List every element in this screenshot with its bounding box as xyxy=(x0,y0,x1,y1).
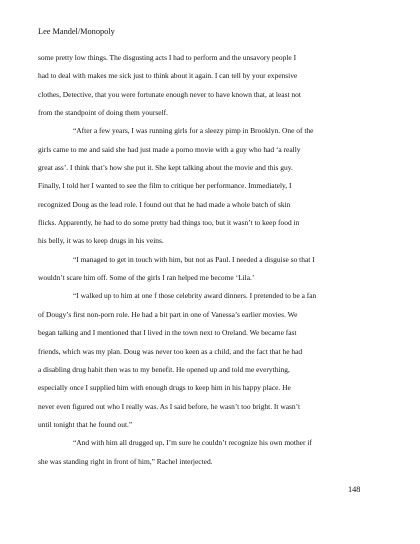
page-number: 148 xyxy=(348,485,361,494)
text-line: Finally, I told her I wanted to see the film to critique her performance. Immediately, I xyxy=(38,181,292,191)
text-line: had to deal with makes me sick just to think about it again. I can tell by your expensive xyxy=(38,71,298,81)
text-line: until tonight that he found out.” xyxy=(38,419,133,429)
text-line: never even figured out who I really was. As I said before, he wasn’t too bright. It wasn’t xyxy=(38,401,301,411)
text-line: clothes, Detective, that you were fortunate enough never to have known that, at least not xyxy=(38,89,301,99)
text-line: “After a few years, I was running girls for a sleezy pimp in Brooklyn. One of the xyxy=(73,126,314,136)
text-line: of Dougy’s first non-porn role. He had a bit part in one of Vanessa’s earlier movies. We xyxy=(38,309,298,319)
text-line: a disabling drug habit then was to my benefit. He opened up and told me everything, xyxy=(38,364,290,374)
text-line: began talking and I mentioned that I lived in the town next to Oreland. We became fast xyxy=(38,328,297,338)
text-line: “I managed to get in touch with him, but not as Paul. I needed a disguise so that I xyxy=(73,254,315,264)
text-line: from the standpoint of doing them yourself. xyxy=(38,108,168,118)
text-line: especially once I supplied him with enough drugs to keep him in his happy place. He xyxy=(38,383,291,393)
text-line: recognized Doug as the lead role. I found out that he had made a whole batch of skin xyxy=(38,199,291,209)
text-line: she was standing right in front of him,” Rachel interjected. xyxy=(38,456,213,466)
body-text xyxy=(38,49,368,471)
running-header: Lee Mandel/Monopoly xyxy=(38,27,115,36)
text-line: “I walked up to him at one f those celebrity award dinners. I pretended to be a fan xyxy=(73,291,317,301)
text-line: wouldn’t scare him off. Some of the girls I ran helped me become ‘Lila.’ xyxy=(38,273,255,283)
text-line: girls came to me and said she had just made a porno movie with a guy who had ‘a really xyxy=(38,144,301,154)
text-line: his belly, it was to keep drugs in his veins. xyxy=(38,236,164,246)
text-line: friends, which was my plan. Doug was never too keen as a child, and the fact that he had xyxy=(38,346,303,356)
text-line: flicks. Apparently, he had to do some pretty bad things too, but it wasn’t to keep food in xyxy=(38,218,300,228)
text-line: great ass’. I think that’s how she put it. She kept talking about the movie and this guy. xyxy=(38,163,293,173)
text-line: “And with him all drugged up, I’m sure he couldn’t recognize his own mother if xyxy=(73,438,312,448)
text-line: some pretty low things. The disgusting acts I had to perform and the unsavory people I xyxy=(38,53,297,62)
